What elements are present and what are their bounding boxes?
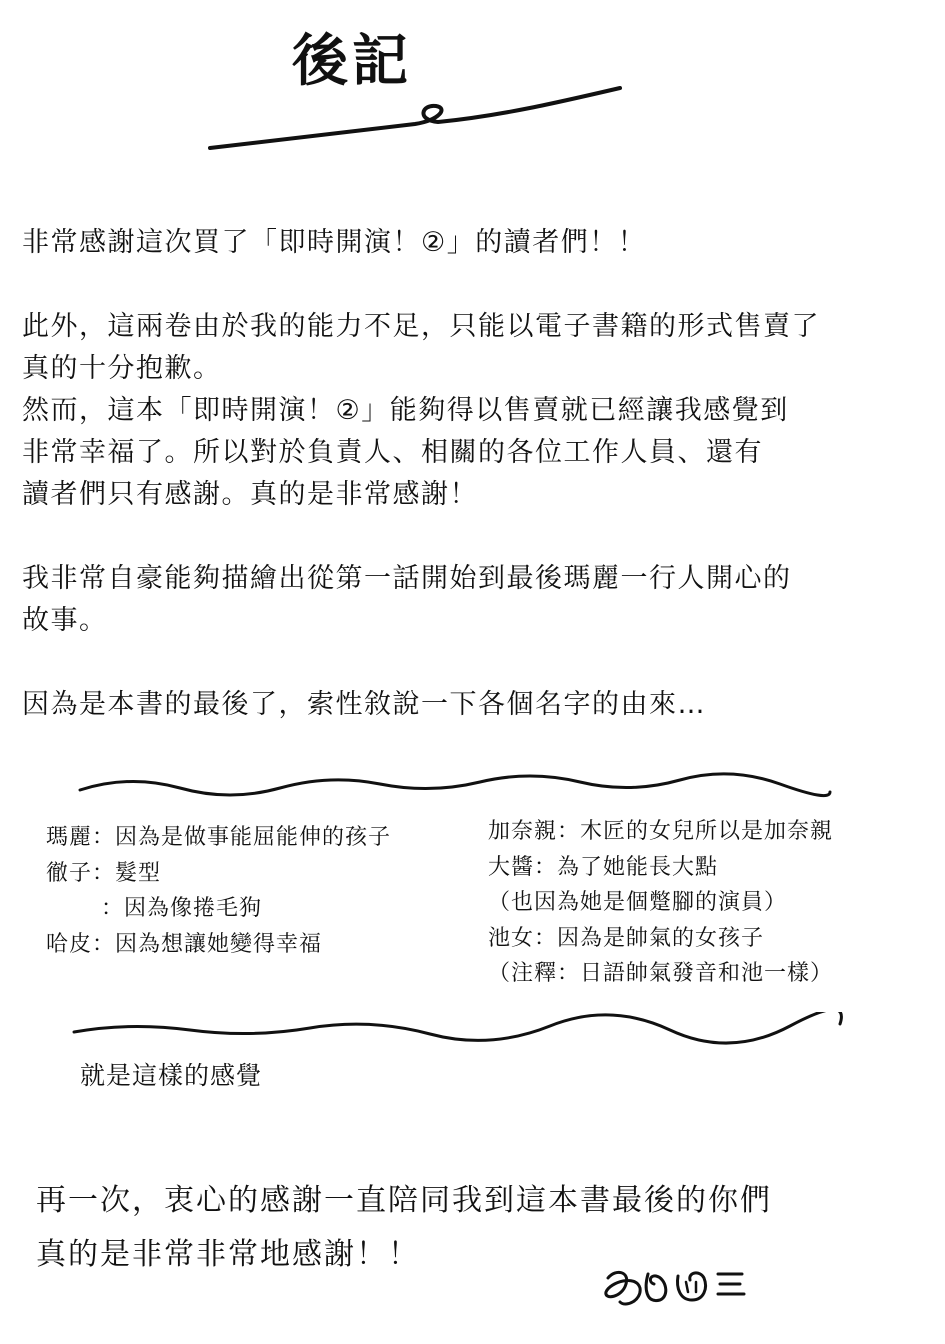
closing-aside: 就是這樣的感覺 <box>80 1061 263 1090</box>
title-underline-swash <box>200 80 630 160</box>
note-daijang: 大醬：為了她能長大點 <box>488 854 719 880</box>
pride-line-2: 故事。 <box>22 605 108 636</box>
name-notes-right <box>488 814 833 992</box>
note-ikejo-aside: （注釋：日語帥氣發音和池一樣） <box>488 961 834 986</box>
author-signature <box>596 1248 756 1318</box>
gratitude-line-1: 然而，這本「即時開演！②」能夠得以售賣就已經讓我感覺到 <box>22 395 789 426</box>
closing-line-2: 真的是非常非常地感謝！！ <box>36 1237 420 1272</box>
wavy-divider-top <box>70 768 840 804</box>
pride-line-1: 我非常自豪能夠描繪出從第一話開始到最後瑪麗一行人開心的 <box>22 563 792 594</box>
note-kanachika: 加奈親：木匠的女兒所以是加奈親 <box>488 819 834 844</box>
name-notes-left <box>46 820 391 962</box>
apology-line-1: 此外，這兩卷由於我的能力不足，只能以電子書籍的形式售賣了 <box>22 311 820 342</box>
closing-line-1: 再一次，衷心的感謝一直陪同我到這本書最後的你們 <box>36 1183 772 1218</box>
page-title: 後記 <box>292 29 412 94</box>
names-intro-line: 因為是本書的最後了，索性敘說一下各個名字的由來… <box>22 689 706 720</box>
note-tetsuko-reason: ：因為像捲毛狗 <box>78 896 263 921</box>
thanks-line: 非常感謝這次買了「即時開演！②」的讀者們！！ <box>22 227 647 258</box>
note-daijang-aside: （也因為她是個蹩腳的演員） <box>488 890 788 915</box>
note-ikejo: 池女：因為是帥氣的女孩子 <box>488 925 765 951</box>
note-happy: 哈皮：因為想讓她變得幸福 <box>46 931 323 957</box>
wavy-divider-bottom <box>70 1012 850 1048</box>
note-mary: 瑪麗：因為是做事能屈能伸的孩子 <box>46 825 392 850</box>
note-tetsuko: 徹子：髮型 <box>46 860 162 886</box>
main-text <box>22 222 932 726</box>
apology-line-2: 真的十分抱歉。 <box>22 353 222 384</box>
gratitude-line-3: 讀者們只有感謝。真的是非常感謝！ <box>22 479 478 510</box>
gratitude-line-2: 非常幸福了。所以對於負責人、相關的各位工作人員、還有 <box>22 437 763 468</box>
